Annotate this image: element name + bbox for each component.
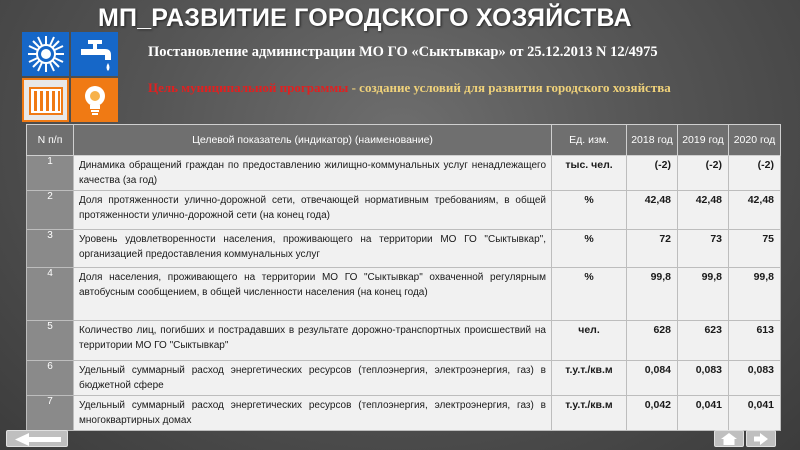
table-row <box>27 156 781 191</box>
unit-cell: % <box>552 191 627 230</box>
value-2018: (-2) <box>627 156 678 191</box>
light-bulb-icon <box>71 78 118 122</box>
goal-label: Цель муниципальной программы <box>148 80 349 95</box>
sun-icon <box>22 32 69 76</box>
previous-slide-button[interactable] <box>6 430 68 447</box>
unit-cell: тыс. чел. <box>552 156 627 191</box>
value-2018: 628 <box>627 321 678 361</box>
program-goal <box>148 80 778 96</box>
value-2018: 42,48 <box>627 191 678 230</box>
indicator-name: Удельный суммарный расход энергетических ресурсов (теплоэнергия, электроэнергия, газ) в бюджетной сфере <box>74 361 552 396</box>
value-2019: 0,041 <box>678 396 729 431</box>
unit-cell: % <box>552 230 627 268</box>
header-2020: 2020 год <box>729 125 781 156</box>
value-2018: 72 <box>627 230 678 268</box>
decree-text: Постановление администрации МО ГО «Сыктывкар» от 25.12.2013 N 12/4975 <box>148 44 658 60</box>
indicator-name: Доля населения, проживающего на территории МО ГО "Сыктывкар" охваченной регулярным автобусным сообщением, в общей численности населения (на конец года) <box>74 268 552 321</box>
table-row <box>27 361 781 396</box>
unit-cell: т.у.т./кв.м <box>552 396 627 431</box>
value-2019: 0,083 <box>678 361 729 396</box>
row-number: 5 <box>27 321 74 361</box>
value-2020: (-2) <box>729 156 781 191</box>
value-2020: 42,48 <box>729 191 781 230</box>
row-number: 4 <box>27 268 74 321</box>
row-number: 2 <box>27 191 74 230</box>
value-2020: 613 <box>729 321 781 361</box>
home-button[interactable] <box>714 430 744 447</box>
value-2018: 0,084 <box>627 361 678 396</box>
table-row <box>27 321 781 361</box>
header-2019: 2019 год <box>678 125 729 156</box>
arrow-left-icon <box>7 431 69 448</box>
value-2019: 42,48 <box>678 191 729 230</box>
row-number: 3 <box>27 230 74 268</box>
indicator-name: Количество лиц, погибших и пострадавших в результате дорожно-транспортных происшествий на территории МО ГО "Сыктывкар" <box>74 321 552 361</box>
indicator-name: Удельный суммарный расход энергетических ресурсов (теплоэнергия, электроэнергия, газ) в многоквартирных домах <box>74 396 552 431</box>
next-slide-button[interactable] <box>746 430 776 447</box>
value-2020: 99,8 <box>729 268 781 321</box>
row-number: 6 <box>27 361 74 396</box>
row-number: 7 <box>27 396 74 431</box>
slide-title: МП_РАЗВИТИЕ ГОРОДСКОГО ХОЗЯЙСТВА <box>98 4 632 32</box>
unit-cell: чел. <box>552 321 627 361</box>
arrow-right-icon <box>751 432 771 446</box>
water-tap-icon <box>71 32 118 76</box>
value-2019: 623 <box>678 321 729 361</box>
table-row <box>27 396 781 431</box>
value-2019: 73 <box>678 230 729 268</box>
table-row <box>27 230 781 268</box>
indicator-name: Динамика обращений граждан по предоставлению жилищно-коммунальных услуг ненадлежащего качества (за год) <box>74 156 552 191</box>
table-header-row <box>27 125 781 156</box>
header-2018: 2018 год <box>627 125 678 156</box>
unit-cell: т.у.т./кв.м <box>552 361 627 396</box>
indicators-table <box>26 124 781 431</box>
row-number: 1 <box>27 156 74 191</box>
value-2020: 75 <box>729 230 781 268</box>
value-2019: (-2) <box>678 156 729 191</box>
table-row <box>27 268 781 321</box>
table-row <box>27 191 781 230</box>
slide-navigation <box>714 430 778 447</box>
icon-panel <box>22 32 118 122</box>
header-num: N п/п <box>27 125 74 156</box>
value-2020: 0,041 <box>729 396 781 431</box>
header-indicator: Целевой показатель (индикатор) (наименование) <box>74 125 552 156</box>
home-icon <box>719 432 739 446</box>
radiator-icon <box>22 78 69 122</box>
value-2018: 99,8 <box>627 268 678 321</box>
value-2020: 0,083 <box>729 361 781 396</box>
header-unit: Ед. изм. <box>552 125 627 156</box>
indicator-name: Уровень удовлетворенности населения, проживающего на территории МО ГО "Сыктывкар", организацией предоставления коммунальных услуг <box>74 230 552 268</box>
value-2018: 0,042 <box>627 396 678 431</box>
unit-cell: % <box>552 268 627 321</box>
indicator-name: Доля протяженности улично-дорожной сети, отвечающей нормативным требованиям, в общей протяженности улично-дорожной сети (на конец года) <box>74 191 552 230</box>
goal-text: - создание условий для развития городского хозяйства <box>348 80 671 95</box>
value-2019: 99,8 <box>678 268 729 321</box>
